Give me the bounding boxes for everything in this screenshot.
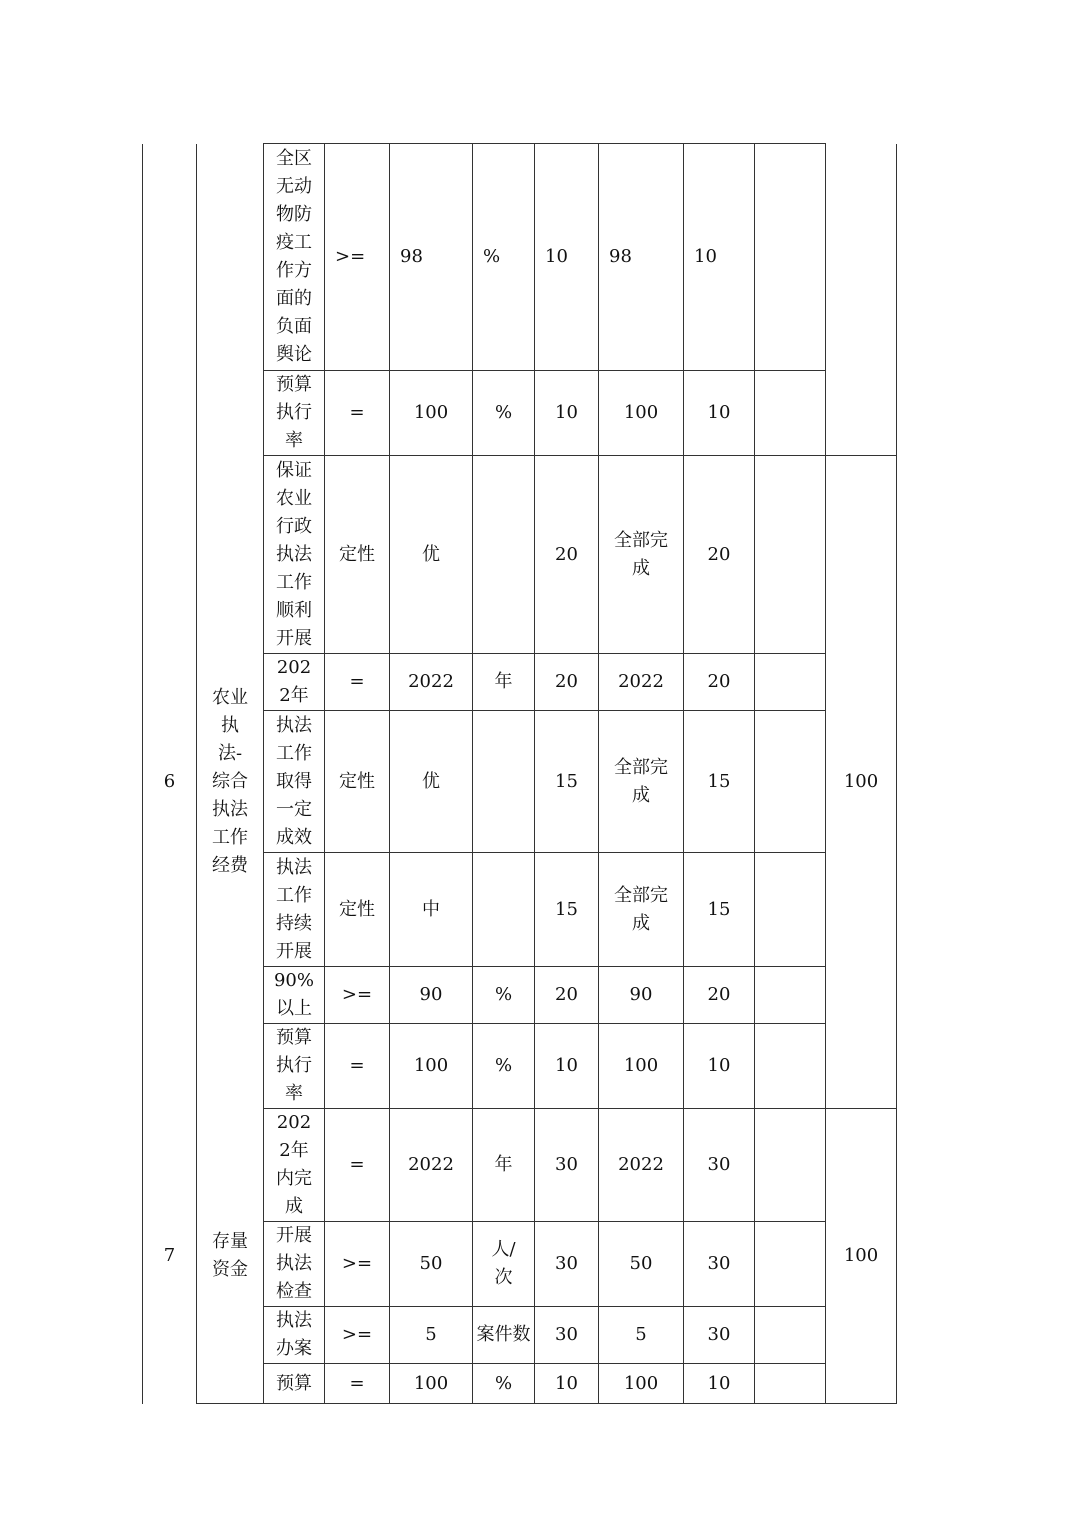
indicator-cell: 保证农业行政执法工作顺利开展 (264, 456, 325, 654)
group-name-cell: 存量资金 (197, 1109, 264, 1404)
target-cell: 100 (390, 1364, 473, 1404)
operator-cell: >= (325, 1222, 390, 1307)
actual-cell: 全部完成 (599, 853, 684, 967)
indicator-cell: 预算执行率 (264, 371, 325, 456)
group-total-score-cell: 100 (826, 1109, 897, 1404)
table-row (143, 144, 897, 371)
unit-cell: 年 (473, 1109, 535, 1222)
operator-cell: = (325, 371, 390, 456)
score-cell: 20 (684, 967, 755, 1024)
operator-cell: 定性 (325, 711, 390, 853)
score-cell: 10 (684, 1024, 755, 1109)
indicator-cell: 2022年 (264, 654, 325, 711)
weight-cell: 30 (535, 1307, 599, 1364)
target-cell: 90 (390, 967, 473, 1024)
unit-cell: 案件数 (473, 1307, 535, 1364)
actual-cell: 90 (599, 967, 684, 1024)
actual-cell: 2022 (599, 1109, 684, 1222)
unit-cell (473, 853, 535, 967)
operator-cell: >= (325, 144, 390, 371)
operator-cell: = (325, 1109, 390, 1222)
target-cell: 100 (390, 371, 473, 456)
unit-cell: 年 (473, 654, 535, 711)
weight-cell: 15 (535, 711, 599, 853)
weight-cell: 20 (535, 654, 599, 711)
score-cell: 30 (684, 1307, 755, 1364)
score-cell: 15 (684, 711, 755, 853)
operator-cell: >= (325, 967, 390, 1024)
actual-cell: 全部完成 (599, 711, 684, 853)
weight-cell: 20 (535, 967, 599, 1024)
table-row (143, 1109, 897, 1222)
target-cell: 中 (390, 853, 473, 967)
target-cell: 98 (390, 144, 473, 371)
unit-cell (473, 711, 535, 853)
group-number-cell: 7 (143, 1109, 197, 1404)
actual-cell: 100 (599, 371, 684, 456)
target-cell: 100 (390, 1024, 473, 1109)
indicator-cell: 开展执法检查 (264, 1222, 325, 1307)
project-cell-prev (197, 144, 264, 456)
weight-cell: 30 (535, 1109, 599, 1222)
note-cell (755, 1364, 826, 1404)
weight-cell: 15 (535, 853, 599, 967)
indicator-cell: 执法工作取得一定成效 (264, 711, 325, 853)
weight-cell: 10 (535, 1364, 599, 1404)
total-score-cell-prev (826, 144, 897, 456)
operator-cell: >= (325, 1307, 390, 1364)
target-cell: 优 (390, 456, 473, 654)
actual-cell: 全部完成 (599, 456, 684, 654)
note-cell (755, 1109, 826, 1222)
weight-cell: 10 (535, 1024, 599, 1109)
note-cell (755, 371, 826, 456)
note-cell (755, 144, 826, 371)
indicator-cell: 预算 (264, 1364, 325, 1404)
operator-cell: 定性 (325, 853, 390, 967)
target-cell: 50 (390, 1222, 473, 1307)
number-cell-prev (143, 144, 197, 456)
performance-table (142, 143, 897, 1404)
actual-cell: 100 (599, 1024, 684, 1109)
note-cell (755, 654, 826, 711)
target-cell: 5 (390, 1307, 473, 1364)
note-cell (755, 967, 826, 1024)
score-cell: 20 (684, 654, 755, 711)
unit-cell (473, 456, 535, 654)
actual-cell: 98 (599, 144, 684, 371)
note-cell (755, 456, 826, 654)
actual-cell: 50 (599, 1222, 684, 1307)
unit-cell: % (473, 144, 535, 371)
weight-cell: 10 (535, 144, 599, 371)
target-cell: 2022 (390, 1109, 473, 1222)
operator-cell: = (325, 1024, 390, 1109)
indicator-cell: 预算执行率 (264, 1024, 325, 1109)
unit-cell: % (473, 1024, 535, 1109)
unit-cell: 人/次 (473, 1222, 535, 1307)
operator-cell: 定性 (325, 456, 390, 654)
operator-cell: = (325, 1364, 390, 1404)
note-cell (755, 711, 826, 853)
target-cell: 优 (390, 711, 473, 853)
note-cell (755, 1307, 826, 1364)
score-cell: 20 (684, 456, 755, 654)
indicator-cell: 2022年内完成 (264, 1109, 325, 1222)
operator-cell: = (325, 654, 390, 711)
group-total-score-cell: 100 (826, 456, 897, 1109)
weight-cell: 20 (535, 456, 599, 654)
indicator-cell: 90%以上 (264, 967, 325, 1024)
unit-cell: % (473, 967, 535, 1024)
score-cell: 10 (684, 1364, 755, 1404)
weight-cell: 10 (535, 371, 599, 456)
unit-cell: % (473, 1364, 535, 1404)
score-cell: 10 (684, 144, 755, 371)
note-cell (755, 1024, 826, 1109)
table-row (143, 456, 897, 654)
group-number-cell: 6 (143, 456, 197, 1109)
score-cell: 30 (684, 1109, 755, 1222)
note-cell (755, 1222, 826, 1307)
note-cell (755, 853, 826, 967)
actual-cell: 100 (599, 1364, 684, 1404)
actual-cell: 5 (599, 1307, 684, 1364)
group-name-cell: 农业执法-综合执法工作经费 (197, 456, 264, 1109)
indicator-cell: 执法办案 (264, 1307, 325, 1364)
indicator-cell: 全区无动物防疫工作方面的负面舆论 (264, 144, 325, 371)
weight-cell: 30 (535, 1222, 599, 1307)
score-cell: 30 (684, 1222, 755, 1307)
unit-cell: % (473, 371, 535, 456)
target-cell: 2022 (390, 654, 473, 711)
indicator-cell: 执法工作持续开展 (264, 853, 325, 967)
score-cell: 10 (684, 371, 755, 456)
actual-cell: 2022 (599, 654, 684, 711)
score-cell: 15 (684, 853, 755, 967)
